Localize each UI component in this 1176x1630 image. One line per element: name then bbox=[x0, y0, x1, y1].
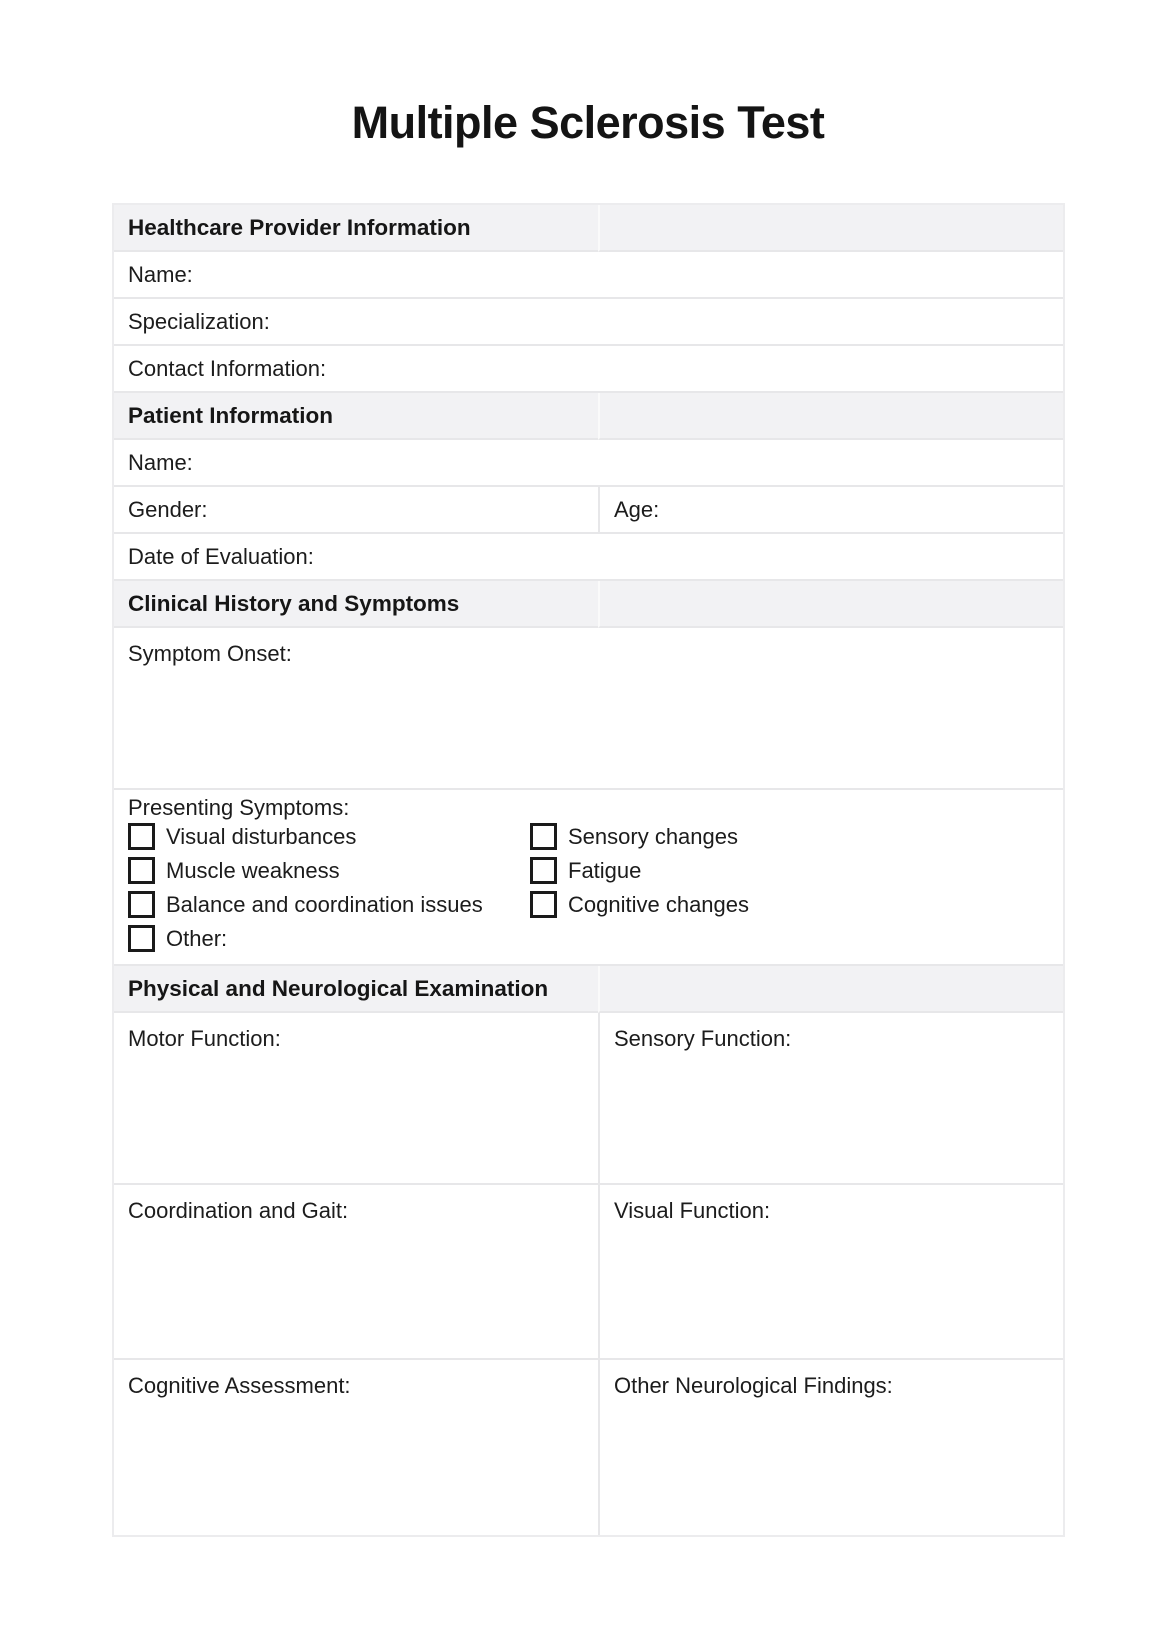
section-header-provider bbox=[114, 205, 1063, 252]
field-label-cognitive-assessment: Cognitive Assessment: bbox=[128, 1373, 351, 1398]
field-label-visual-function: Visual Function: bbox=[613, 1198, 771, 1223]
section-title-provider: Healthcare Provider Information bbox=[114, 205, 598, 252]
section-title-patient: Patient Information bbox=[114, 393, 598, 440]
row-contact-information bbox=[114, 346, 1063, 393]
field-other-neurological-findings[interactable] bbox=[598, 1360, 1063, 1535]
field-label-coordination-gait: Coordination and Gait: bbox=[128, 1198, 349, 1223]
field-label-evaluation-date: Date of Evaluation: bbox=[128, 543, 314, 569]
checkbox-other[interactable] bbox=[128, 925, 155, 952]
symptom-column-right bbox=[530, 823, 749, 959]
row-evaluation-date bbox=[114, 534, 1063, 581]
section-header-spacer bbox=[598, 966, 1063, 1013]
field-motor-function[interactable] bbox=[114, 1013, 598, 1185]
section-header-exam bbox=[114, 966, 1063, 1013]
symptom-item-fatigue bbox=[530, 857, 749, 884]
ms-test-form-table bbox=[112, 203, 1065, 1537]
field-symptom-onset[interactable] bbox=[114, 628, 1063, 790]
field-sensory-function[interactable] bbox=[598, 1013, 1063, 1185]
field-label-motor-function: Motor Function: bbox=[128, 1026, 281, 1051]
field-label-provider-name: Name: bbox=[128, 261, 193, 287]
field-label-contact-information: Contact Information: bbox=[128, 355, 327, 381]
field-label-other-neurological-findings: Other Neurological Findings: bbox=[613, 1373, 893, 1398]
presenting-symptoms-label: Presenting Symptoms: bbox=[128, 795, 350, 820]
section-title-clinical: Clinical History and Symptoms bbox=[114, 581, 598, 628]
field-evaluation-date[interactable] bbox=[114, 534, 1063, 581]
section-header-clinical bbox=[114, 581, 1063, 628]
symptom-item-other bbox=[128, 925, 530, 952]
checkbox-fatigue[interactable] bbox=[530, 857, 557, 884]
row-provider-name bbox=[114, 252, 1063, 299]
section-header-patient bbox=[114, 393, 1063, 440]
symptom-item-visual-disturbances bbox=[128, 823, 530, 850]
field-patient-name[interactable] bbox=[114, 440, 1063, 487]
field-label-patient-name: Name: bbox=[128, 449, 193, 475]
row-motor-sensory bbox=[114, 1013, 1063, 1185]
field-label-specialization: Specialization: bbox=[128, 308, 270, 334]
field-label-age: Age: bbox=[613, 496, 660, 522]
row-patient-name bbox=[114, 440, 1063, 487]
field-visual-function[interactable] bbox=[598, 1185, 1063, 1360]
row-symptom-onset bbox=[114, 628, 1063, 790]
field-label-gender: Gender: bbox=[128, 496, 208, 522]
field-presenting-symptoms bbox=[114, 790, 1063, 966]
checkbox-balance-coordination[interactable] bbox=[128, 891, 155, 918]
checkbox-muscle-weakness[interactable] bbox=[128, 857, 155, 884]
checkbox-label-sensory-changes: Sensory changes bbox=[568, 823, 738, 849]
symptom-item-balance-coordination bbox=[128, 891, 530, 918]
checkbox-label-muscle-weakness: Muscle weakness bbox=[166, 857, 340, 883]
checkbox-sensory-changes[interactable] bbox=[530, 823, 557, 850]
symptom-item-muscle-weakness bbox=[128, 857, 530, 884]
row-presenting-symptoms bbox=[114, 790, 1063, 966]
symptom-checkbox-grid bbox=[128, 823, 1049, 959]
symptom-item-cognitive-changes bbox=[530, 891, 749, 918]
checkbox-label-other: Other: bbox=[166, 925, 228, 951]
row-cognitive-other bbox=[114, 1360, 1063, 1535]
checkbox-label-visual-disturbances: Visual disturbances bbox=[166, 823, 357, 849]
checkbox-cognitive-changes[interactable] bbox=[530, 891, 557, 918]
checkbox-label-balance-coordination: Balance and coordination issues bbox=[166, 891, 483, 917]
field-gender[interactable] bbox=[114, 487, 598, 534]
section-header-spacer bbox=[598, 581, 1063, 628]
checkbox-label-cognitive-changes: Cognitive changes bbox=[568, 891, 750, 917]
field-contact-information[interactable] bbox=[114, 346, 1063, 393]
field-specialization[interactable] bbox=[114, 299, 1063, 346]
field-cognitive-assessment[interactable] bbox=[114, 1360, 598, 1535]
section-header-spacer bbox=[598, 393, 1063, 440]
field-age[interactable] bbox=[598, 487, 1063, 534]
page-title: Multiple Sclerosis Test bbox=[351, 97, 825, 148]
section-title-exam: Physical and Neurological Examination bbox=[114, 966, 598, 1013]
row-coordination-visual bbox=[114, 1185, 1063, 1360]
field-coordination-gait[interactable] bbox=[114, 1185, 598, 1360]
symptom-item-sensory-changes bbox=[530, 823, 749, 850]
checkbox-label-fatigue: Fatigue bbox=[568, 857, 642, 883]
field-label-sensory-function: Sensory Function: bbox=[613, 1026, 792, 1051]
section-header-spacer bbox=[598, 205, 1063, 252]
field-provider-name[interactable] bbox=[114, 252, 1063, 299]
row-gender-age bbox=[114, 487, 1063, 534]
row-specialization bbox=[114, 299, 1063, 346]
symptom-column-left bbox=[128, 823, 530, 959]
checkbox-visual-disturbances[interactable] bbox=[128, 823, 155, 850]
field-label-symptom-onset: Symptom Onset: bbox=[128, 641, 292, 666]
